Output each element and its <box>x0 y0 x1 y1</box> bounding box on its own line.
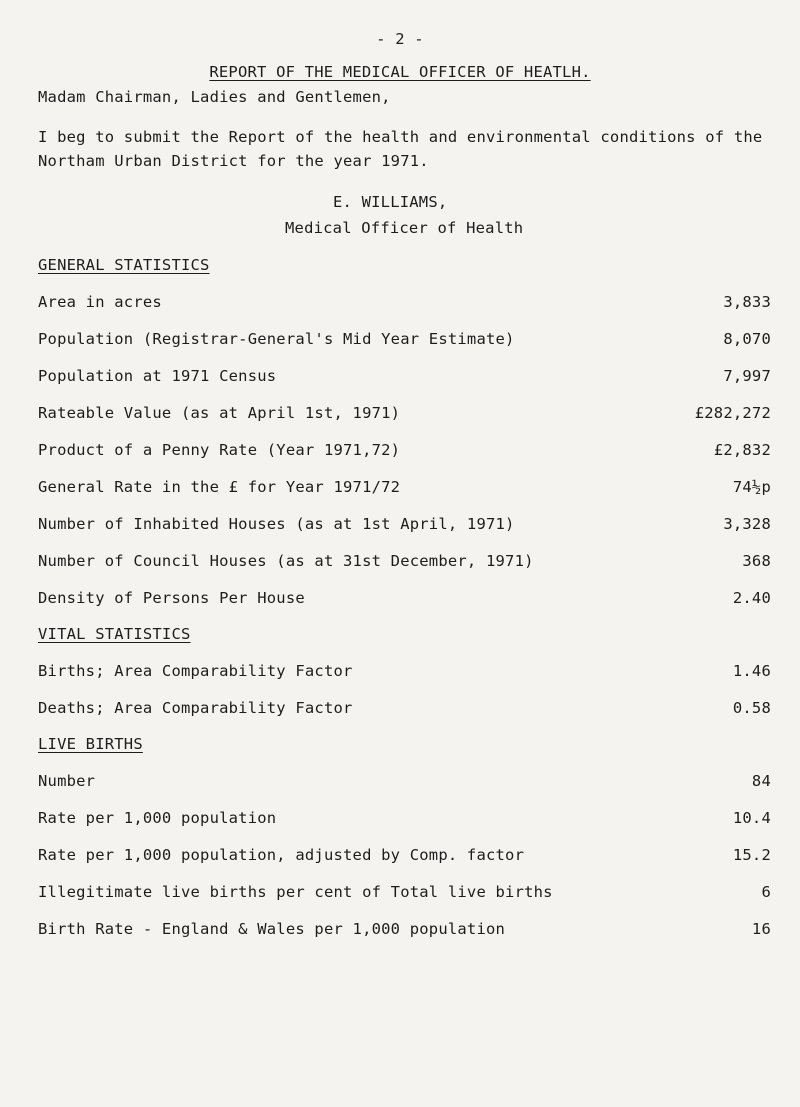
stat-label: Population (Registrar-General's Mid Year Estimate) <box>38 330 515 348</box>
stat-label: Rate per 1,000 population, adjusted by Comp. factor <box>38 846 525 864</box>
stat-label: Deaths; Area Comparability Factor <box>38 699 353 717</box>
stat-label: General Rate in the £ for Year 1971/72 <box>38 478 401 496</box>
stat-value: 6 <box>761 883 771 901</box>
stat-value: 16 <box>751 920 771 938</box>
stat-value: £282,272 <box>694 404 771 422</box>
stat-row <box>38 515 771 537</box>
salutation: Madam Chairman, Ladies and Gentlemen, <box>38 88 391 106</box>
stat-row <box>38 293 771 315</box>
stat-value: 3,328 <box>723 515 771 533</box>
stat-value: 84 <box>751 772 771 790</box>
stat-value: 10.4 <box>732 809 771 827</box>
stat-label: Births; Area Comparability Factor <box>38 662 353 680</box>
stat-row <box>38 699 771 721</box>
stat-label: Number <box>38 772 96 790</box>
stat-row <box>38 809 771 831</box>
stat-value: 8,070 <box>723 330 771 348</box>
signature-title: Medical Officer of Health <box>285 219 524 237</box>
stat-row <box>38 846 771 868</box>
stat-label: Density of Persons Per House <box>38 589 305 607</box>
stat-value: 15.2 <box>732 846 771 864</box>
stat-value: 3,833 <box>723 293 771 311</box>
stat-value: 2.40 <box>732 589 771 607</box>
stat-value: 7,997 <box>723 367 771 385</box>
intro-line-1: I beg to submit the Report of the health and environmental conditions of the <box>38 128 763 146</box>
stat-row <box>38 330 771 352</box>
stat-row <box>38 589 771 611</box>
page-number: - 2 - <box>376 30 424 48</box>
report-title: REPORT OF THE MEDICAL OFFICER OF HEATLH. <box>209 63 591 81</box>
stat-value: 0.58 <box>732 699 771 717</box>
stat-row <box>38 441 771 463</box>
stat-value: 1.46 <box>732 662 771 680</box>
stat-row <box>38 367 771 389</box>
stat-label: Area in acres <box>38 293 162 311</box>
stat-label: Number of Council Houses (as at 31st December, 1971) <box>38 552 534 570</box>
stat-row <box>38 662 771 684</box>
signature-name: E. WILLIAMS, <box>333 193 448 211</box>
stat-value: 368 <box>742 552 771 570</box>
stat-label: Number of Inhabited Houses (as at 1st April, 1971) <box>38 515 515 533</box>
stat-label: Rateable Value (as at April 1st, 1971) <box>38 404 401 422</box>
stat-row <box>38 920 771 942</box>
section-heading-live-births: LIVE BIRTHS <box>38 735 143 753</box>
stat-label: Population at 1971 Census <box>38 367 277 385</box>
stat-row <box>38 552 771 574</box>
stat-row <box>38 772 771 794</box>
section-heading-general: GENERAL STATISTICS <box>38 256 210 274</box>
stat-label: Product of a Penny Rate (Year 1971,72) <box>38 441 401 459</box>
stat-value: 74½p <box>732 478 771 496</box>
stat-label: Illegitimate live births per cent of Total live births <box>38 883 553 901</box>
intro-line-2: Northam Urban District for the year 1971. <box>38 152 429 170</box>
stat-label: Rate per 1,000 population <box>38 809 277 827</box>
stat-row <box>38 404 771 426</box>
stat-row <box>38 478 771 500</box>
stat-label: Birth Rate - England & Wales per 1,000 population <box>38 920 506 938</box>
stat-value: £2,832 <box>713 441 771 459</box>
stat-row <box>38 883 771 905</box>
section-heading-vital: VITAL STATISTICS <box>38 625 191 643</box>
